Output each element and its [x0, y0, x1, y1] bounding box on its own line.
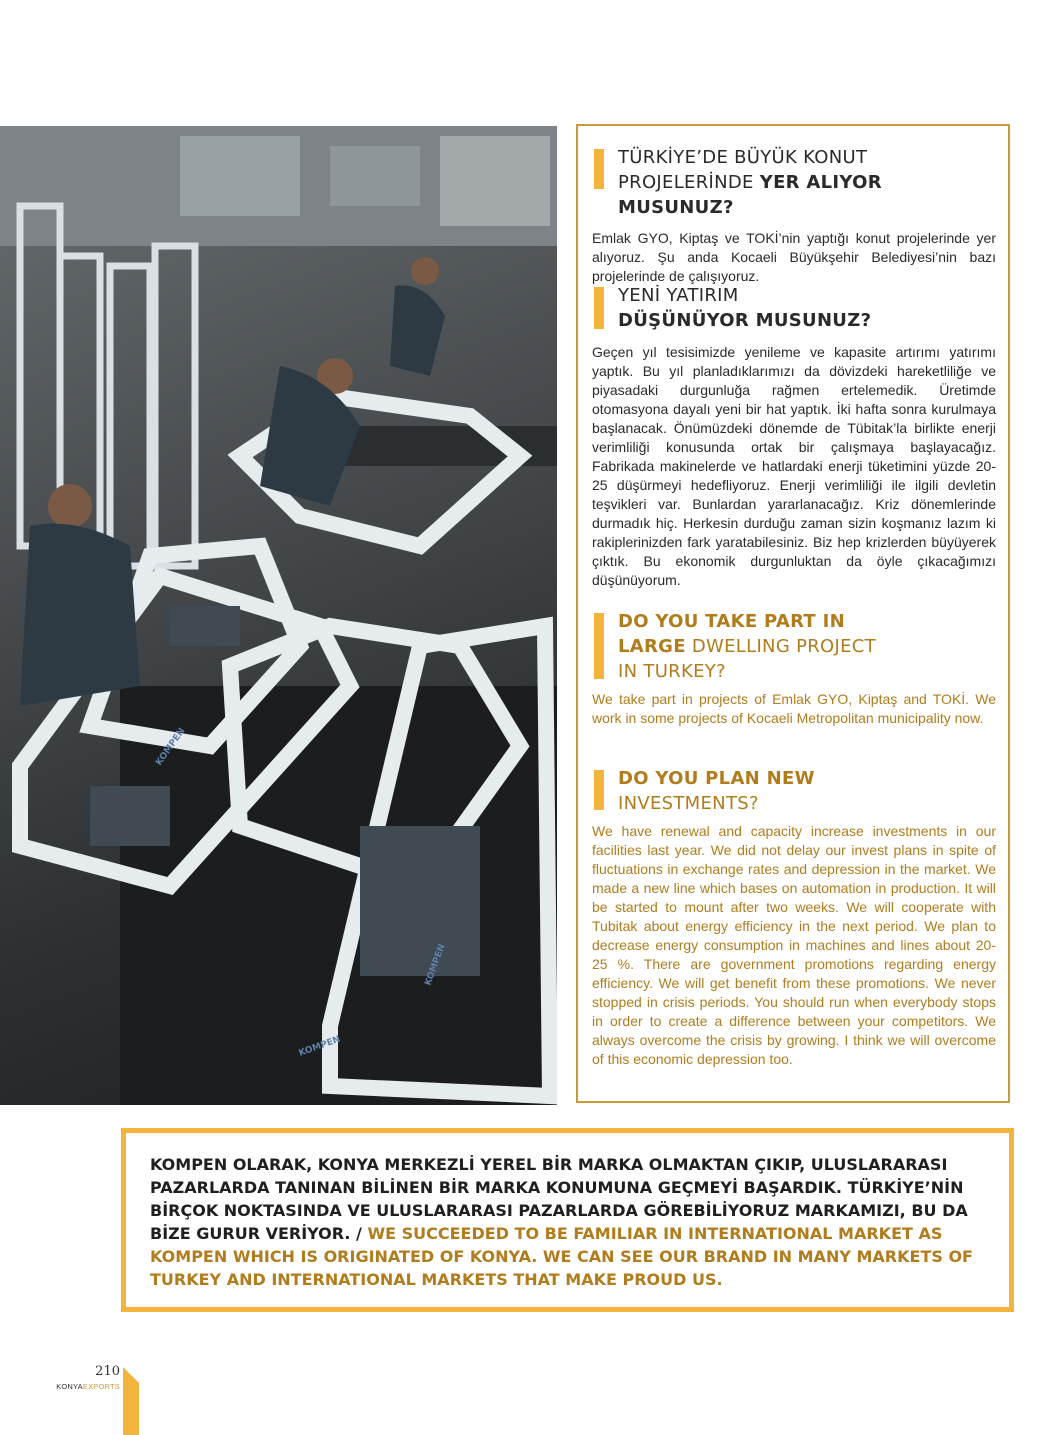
quote-turkish: KOMPEN OLARAK, KONYA MERKEZLİ YEREL BİR MARKA OLMAKTAN ÇIKIP, ULUSLARARASI PAZARLARDA TANINAN BİLİNEN BİR MARKA KONUMUNA GEÇMEYİ BAŞARDIK. TÜRKİYE’NİN BİRÇOK NOKTASINDA VE ULUSLARARASI PAZARLARDA GÖREBİLİYORUZ MARKAMIZI, BU DA BİZE GURUR VERİYOR.	[150, 1155, 968, 1243]
frame-label-2: KOMPEN	[423, 942, 448, 988]
frame-label-3: KOMPEN	[297, 1034, 342, 1059]
accent-bar	[594, 287, 604, 329]
pull-quote-text	[150, 1153, 980, 1291]
section-1	[592, 145, 996, 286]
heading-bold: DO YOU PLAN NEW	[618, 768, 815, 789]
heading-line: YENİ YATIRIM	[618, 285, 739, 306]
section-3-heading	[592, 609, 996, 684]
section-4-body: We have renewal and capacity increase investments in our facilities last year. We did not delay our invest plans in spite of fluctuations in exchange rates and depression in the market. We made a new line which bases on automation in production. It will be started to mount after two weeks. We will cooperate with Tubitak about energy efficiency in the next period. We plan to decrease energy consumption in machines and lines about 20-25 %. There are government promotions regarding energy efficiency. We will get benefit from these promotions. We never stopped in crisis periods. You should run when everybody stops in order to create a difference between your competitors. We always overcome the crisis by growing. I think we will overcome of this economic depression too.	[592, 823, 996, 1067]
section-2-body: Geçen yıl tesisimizde yenileme ve kapasite artırımı yatırımı yaptık. Bu yıl planladıklarımızı da dövizdeki hareketliliğe ve piyasadaki durgunluğa rağmen ertelemedik. Üretimde otomasyona dayalı yeni bir hat yaptık. İki hafta sonra kurulmaya başlanacak. Önümüzdeki dönemde de Tübitak’la birlikte enerji verimliliği konusunda ortak bir çalışmaya başlayacağız. Fabrikada makinelerde ve hatlardaki enerji tüketimini yüzde 20-25 düşürmeyi hedefliyoruz. Enerji verimliliği ile ilgili devletin teşvikleri var. Bunlardan yararlanacağız. Kriz dönemlerinde durmadık hiç. Herkesin durduğu zaman sizin koşmanız lazım ki rakiplerinizden fark yaratabilesiniz. Biz hep krizlerden büyüyerek çıktık. Bu ekonomik durgunluktan da öyle çıkacağımızı düşünüyorum.	[592, 344, 996, 588]
interview-panel	[576, 124, 1010, 1103]
publication-brand	[55, 1382, 120, 1391]
factory-illustration	[0, 126, 557, 1105]
brand-part-1: KONYA	[56, 1382, 83, 1391]
factory-photo	[0, 126, 557, 1105]
heading-bold: LARGE	[618, 636, 686, 657]
section-1-heading	[592, 145, 996, 220]
section-2-heading	[592, 283, 996, 333]
quote-english: WE SUCCEEDED TO BE FAMILIAR IN INTERNATIONAL MARKET AS KOMPEN WHICH IS ORIGINATED OF KONYA. WE CAN SEE OUR BRAND IN MANY MARKETS OF TURKEY AND INTERNATIONAL MARKETS THAT MAKE PROUD US.	[150, 1224, 973, 1289]
heading-line: INVESTMENTS?	[618, 793, 759, 814]
section-4-heading	[592, 766, 996, 816]
heading-line: DWELLING PROJECT	[685, 636, 876, 657]
pull-quote	[121, 1128, 1014, 1312]
page-tab-accent	[123, 1367, 139, 1435]
accent-bar	[594, 149, 604, 189]
heading-line: IN TURKEY?	[618, 661, 726, 682]
heading-line: TÜRKİYE’DE BÜYÜK KONUT	[618, 147, 868, 168]
heading-bold: YER ALIYOR MUSUNUZ?	[618, 172, 882, 218]
heading-line: PROJELERİNDE	[618, 172, 760, 193]
section-3	[592, 609, 996, 728]
page-number: 210	[95, 1364, 120, 1379]
section-3-body: We take part in projects of Emlak GYO, Kiptaş and TOKİ. We work in some projects of Kocaeli Metropolitan municipality now.	[592, 691, 996, 726]
section-4	[592, 766, 996, 1069]
section-1-body: Emlak GYO, Kiptaş ve TOKİ’nin yaptığı konut projelerinde yer alıyoruz. Şu anda Kocaeli Büyükşehir Belediyesi’nin bazı projelerinde de çalışıyoruz.	[592, 230, 996, 284]
section-2	[592, 283, 996, 590]
quote-separator: /	[350, 1224, 368, 1243]
brand-part-2: EXPORTS	[82, 1382, 120, 1391]
heading-bold: DO YOU TAKE PART IN	[618, 611, 845, 632]
accent-bar	[594, 770, 604, 810]
frame-label-1: KOMPEN	[154, 726, 188, 768]
heading-bold: DÜŞÜNÜYOR MUSUNUZ?	[618, 310, 872, 331]
accent-bar	[594, 613, 604, 679]
